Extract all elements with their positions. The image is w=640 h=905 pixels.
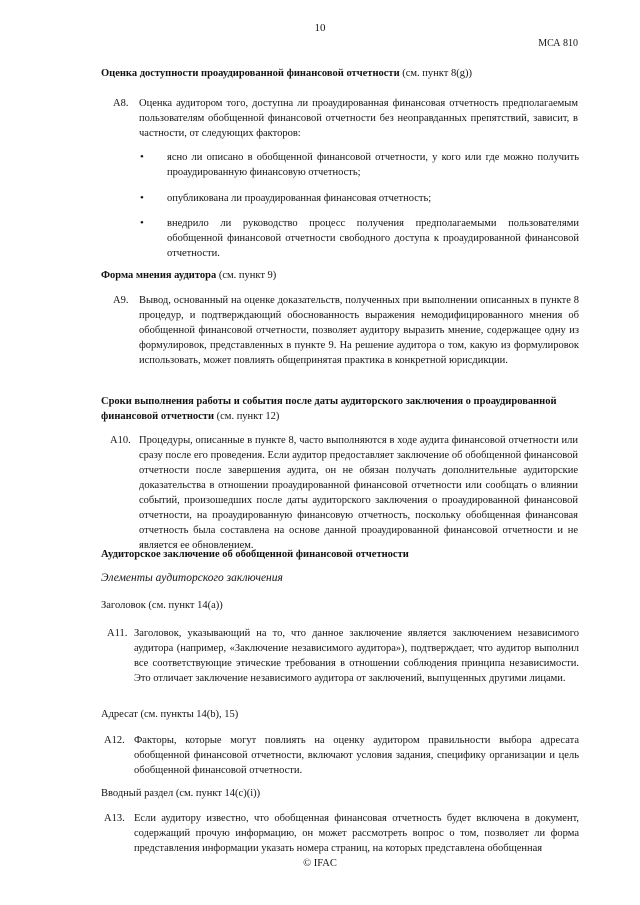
paragraph-text: Вывод, основанный на оценке доказательств, полученных при выполнении описанных в пункте 8 процедур, и подтверждающий обоснованность выражения немодифицированного мнения об обобщенной финансовой отчетности, позволяет аудитору выразить мнение, содержащее одну из формулировок, представленных в пункте 9. На решение аудитора о том, какую из формулировок использовать, может повлиять общепринятая практика в конкретной юрисдикции.: [139, 295, 579, 366]
paragraph-number: А13.: [104, 813, 125, 824]
document-code: МСА 810: [538, 38, 578, 49]
heading-ref: (см. пункт 12): [214, 411, 280, 422]
paragraph-text: Оценка аудитором того, доступна ли проаудированная финансовая отчетность предполагаемым пользователям обобщенной финансовой отчетности без неоправданных препятствий, зависит, в частности, от следующих факторов:: [139, 98, 578, 139]
heading-text: Форма мнения аудитора: [101, 270, 217, 281]
paragraph-text: Если аудитору известно, что обобщенная финансовая отчетность будет включена в документ, содержащий прочую информацию, он может рассмотреть вопрос о том, позволяет ли форма представления информации указать номера страниц, на которых представлена обобщенная: [134, 813, 579, 854]
footer-copyright: © IFAC: [303, 858, 337, 869]
subsection-elements-title: Элементы аудиторского заключения: [101, 572, 283, 584]
paragraph-number: А9.: [113, 295, 129, 306]
section-heading-availability: [101, 68, 472, 79]
paragraph-number: А12.: [104, 735, 125, 746]
section-heading-timing: [101, 394, 581, 424]
subheading-addressee: Адресат (см. пункты 14(b), 15): [101, 709, 239, 720]
paragraph-number: А10.: [110, 435, 131, 446]
heading-text: Сроки выполнения работы и события после даты аудиторского заключения о проаудированной финансовой отчетности: [101, 396, 557, 422]
subheading-title: Заголовок (см. пункт 14(a)): [101, 600, 223, 611]
paragraph-text: Факторы, которые могут повлиять на оценку аудитором правильности выбора адресата обобщенной финансовой отчетности, включают условия задания, специфику организации и цель обобщенной финансовой отчетности.: [134, 735, 579, 776]
bullet-icon: •: [140, 151, 144, 163]
heading-ref: (см. пункт 9): [216, 270, 277, 281]
heading-ref: (см. пункт 8(g)): [399, 68, 472, 79]
bullet-icon: •: [140, 192, 144, 204]
heading-text: Аудиторское заключение об обобщенной финансовой отчетности: [101, 549, 409, 560]
page-number: 10: [314, 22, 326, 34]
bullet-text: ясно ли описано в обобщенной финансовой отчетности, у кого или где можно получить проаудированную финансовую отчетность;: [167, 152, 579, 178]
paragraph-text: Процедуры, описанные в пункте 8, часто выполняются в ходе аудита финансовой отчетности или сразу после его проведения. Если аудитор предоставляет заключение об обобщенной финансовой отчетности после завершения аудита, он не обязан получать дополнительные аудиторские доказательства в отношении проаудированной финансовой отчетности или сообщать о влиянии событий, произошедших после даты аудиторского заключения о проаудированной финансовой отчетности, на проаудированную финансовую отчетность, поскольку обобщенная финансовая отчетность была составлена на основе данной проаудированной финансовой отчетности и не является ее обновлением.: [139, 435, 578, 551]
paragraph-number: А8.: [113, 98, 129, 109]
heading-text: Оценка доступности проаудированной финансовой отчетности: [101, 68, 400, 79]
paragraph-number: А11.: [107, 628, 128, 639]
subheading-intro: Вводный раздел (см. пункт 14(c)(i)): [101, 788, 261, 799]
section-heading-opinion-form: [101, 270, 276, 281]
section-heading-report: [101, 549, 409, 560]
bullet-text: опубликована ли проаудированная финансовая отчетность;: [167, 193, 432, 204]
paragraph-text: Заголовок, указывающий на то, что данное заключение является заключением независимого аудитора (например, «Заключение независимого аудитора»), подтверждает, что аудитор выполнил все соответствующие этические требования в отношении соблюдения принципа независимости. Это отличает заключение независимого аудитора от заключений, выпущенных другими лицами.: [134, 628, 579, 684]
bullet-text: внедрило ли руководство процесс получения предполагаемыми пользователями обобщенной финансовой отчетности свободного доступа к проаудированной финансовой отчетности.: [167, 218, 579, 259]
bullet-icon: •: [140, 217, 144, 229]
